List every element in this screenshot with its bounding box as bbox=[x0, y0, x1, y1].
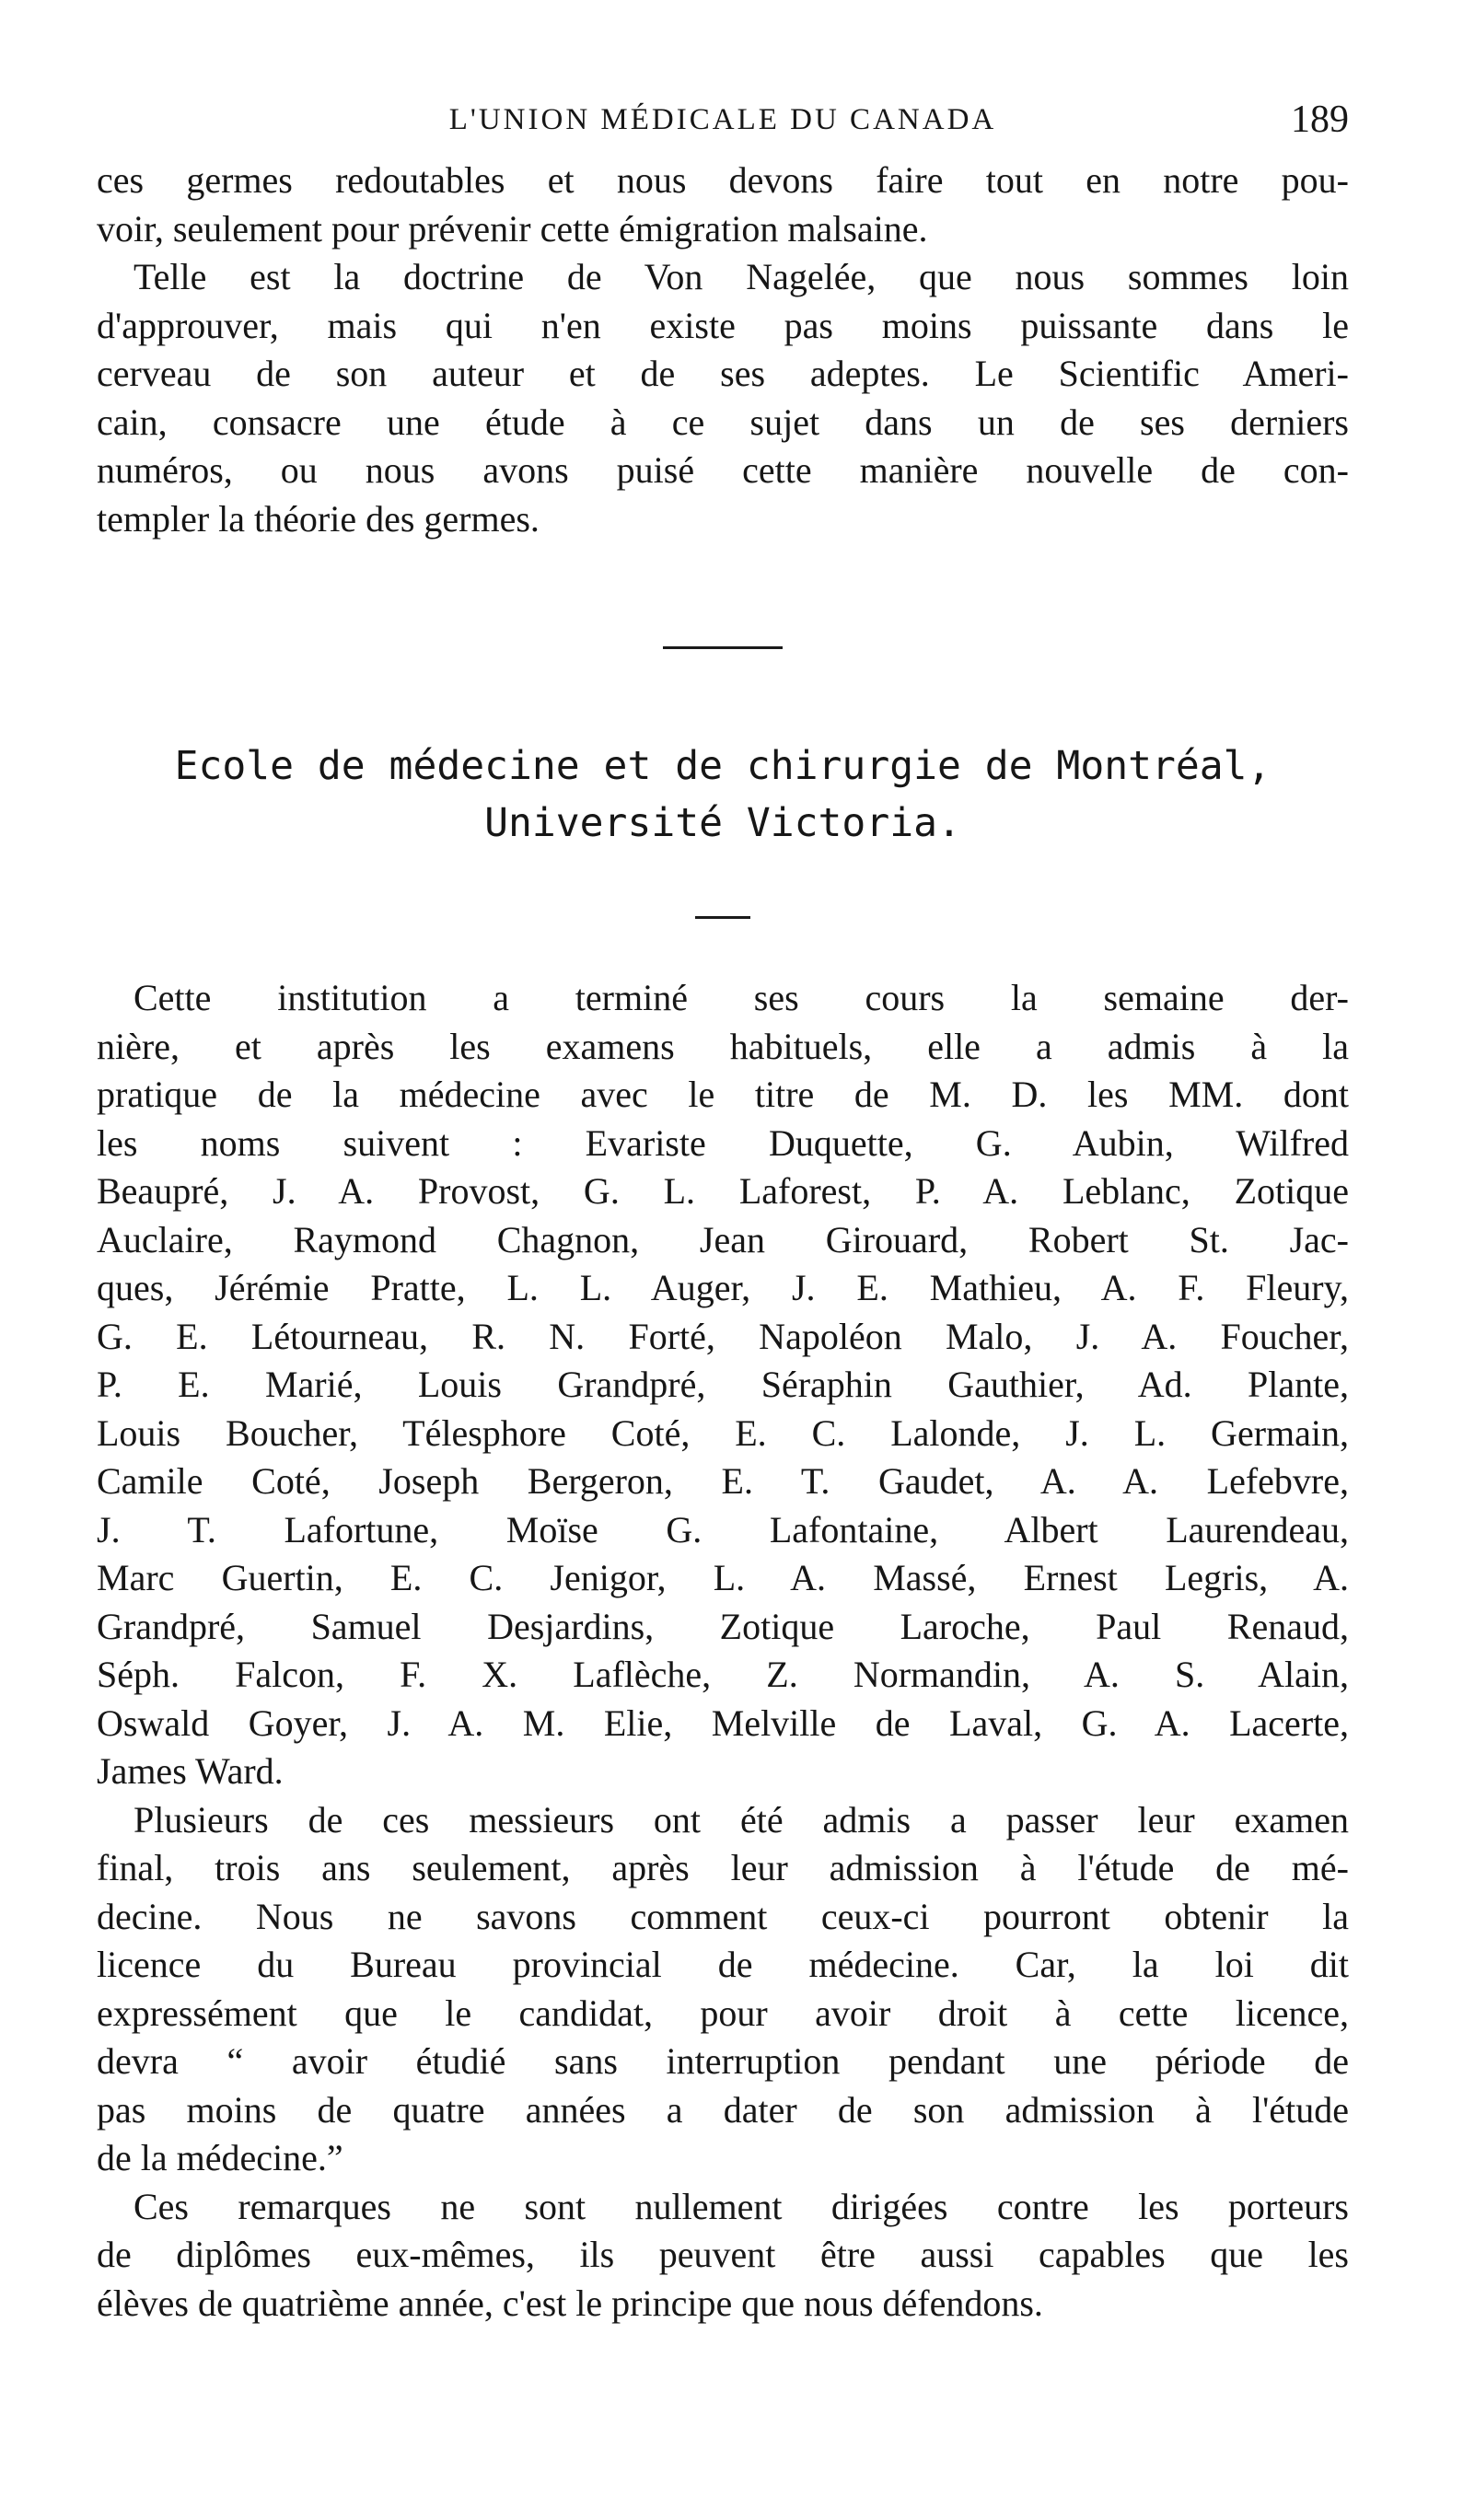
text-line: cain, consacre une étude à ce sujet dans un de ses derniers bbox=[97, 401, 1349, 443]
text-line: numéros, ou nous avons puisé cette manière nouvelle de con- bbox=[97, 449, 1349, 491]
text-line: G. E. Létourneau, R. N. Forté, Napoléon Malo, J. A. Foucher, bbox=[97, 1315, 1349, 1357]
text-line: de diplômes eux-mêmes, ils peuvent être aussi capables que les bbox=[97, 2234, 1349, 2275]
text-line: devra “ avoir étudié sans interruption pendant une période de bbox=[97, 2040, 1349, 2082]
text-line: final, trois ans seulement, après leur admission à l'étude de mé- bbox=[97, 1847, 1349, 1888]
graduates-paragraph bbox=[97, 974, 1349, 1796]
text-line: Oswald Goyer, J. A. M. Elie, Melville de Laval, G. A. Lacerte, bbox=[97, 1701, 1349, 1744]
section-title-line: Université Victoria. bbox=[484, 800, 961, 846]
text-line: cerveau de son auteur et de ses adeptes. Le Scientific Ameri- bbox=[97, 353, 1349, 394]
text-line: Auclaire, Raymond Chagnon, Jean Girouard, Robert St. Jac- bbox=[97, 1218, 1349, 1260]
text-line: Séph. Falcon, F. X. Laflèche, Z. Normandin, A. S. Alain, bbox=[97, 1654, 1349, 1695]
text-line: pratique de la médecine avec le titre de M. D. les MM. dont bbox=[97, 1074, 1349, 1115]
text-line: de la médecine.” bbox=[97, 2137, 343, 2178]
text-line: decine. Nous ne savons comment ceux-ci pourront obtenir la bbox=[97, 1895, 1349, 1937]
running-header bbox=[97, 92, 1349, 157]
text-line: voir, seulement pour prévenir cette émigration malsaine. bbox=[97, 207, 928, 250]
text-line: Ces remarques ne sont nullement dirigées contre les porteurs bbox=[134, 2185, 1349, 2227]
document-page bbox=[97, 92, 1349, 2328]
text-line: Camile Coté, Joseph Bergeron, E. T. Gaudet, A. A. Lefebvre, bbox=[97, 1460, 1349, 1502]
text-line: Beaupré, J. A. Provost, G. L. Laforest, P. A. Leblanc, Zotique bbox=[97, 1170, 1349, 1212]
text-line: Grandpré, Samuel Desjardins, Zotique Laroche, Paul Renaud, bbox=[97, 1605, 1349, 1647]
section-divider bbox=[663, 646, 783, 649]
text-line: Louis Boucher, Télesphore Coté, E. C. Lalonde, J. L. Germain, bbox=[97, 1411, 1349, 1454]
text-line: nière, et après les examens habituels, elle a admis à la bbox=[97, 1025, 1349, 1067]
text-line: James Ward. bbox=[97, 1750, 284, 1792]
page-number: 189 bbox=[1291, 99, 1349, 141]
text-line: expressément que le candidat, pour avoir droit à cette licence, bbox=[97, 1992, 1349, 2034]
section-title bbox=[97, 737, 1349, 852]
intro-paragraph bbox=[97, 157, 1349, 543]
text-line: d'approuver, mais qui n'en existe pas moins puissante dans le bbox=[97, 304, 1349, 346]
title-divider bbox=[695, 916, 750, 919]
text-line: ces germes redoutables et nous devons faire tout en notre pou- bbox=[97, 159, 1349, 201]
text-line: Telle est la doctrine de Von Nagelée, que nous sommes loin bbox=[134, 256, 1349, 297]
text-line: licence du Bureau provincial de médecine. Car, la loi dit bbox=[97, 1944, 1349, 1985]
remarks-paragraph bbox=[97, 2183, 1349, 2328]
text-line: templer la théorie des germes. bbox=[97, 497, 540, 540]
text-line: Plusieurs de ces messieurs ont été admis a passer leur examen bbox=[134, 1798, 1349, 1841]
text-line: J. T. Lafortune, Moïse G. Lafontaine, Albert Laurendeau, bbox=[97, 1508, 1349, 1550]
text-line: Marc Guertin, E. C. Jenigor, L. A. Massé, Ernest Legris, A. bbox=[97, 1557, 1349, 1598]
text-line: Cette institution a terminé ses cours la semaine der- bbox=[134, 977, 1349, 1018]
licence-paragraph bbox=[97, 1796, 1349, 2183]
text-line: pas moins de quatre années a dater de son admission à l'étude bbox=[97, 2088, 1349, 2131]
text-line: élèves de quatrième année, c'est le principe que nous défendons. bbox=[97, 2282, 1043, 2324]
text-line: les noms suivent : Evariste Duquette, G. Aubin, Wilfred bbox=[97, 1121, 1349, 1164]
text-line: ques, Jérémie Pratte, L. L. Auger, J. E. Mathieu, A. F. Fleury, bbox=[97, 1267, 1349, 1308]
running-title: L'UNION MÉDICALE DU CANADA bbox=[448, 103, 997, 136]
section-title-line: Ecole de médecine et de chirurgie de Montréal, bbox=[174, 743, 1271, 789]
text-line: P. E. Marié, Louis Grandpré, Séraphin Gauthier, Ad. Plante, bbox=[97, 1364, 1349, 1405]
